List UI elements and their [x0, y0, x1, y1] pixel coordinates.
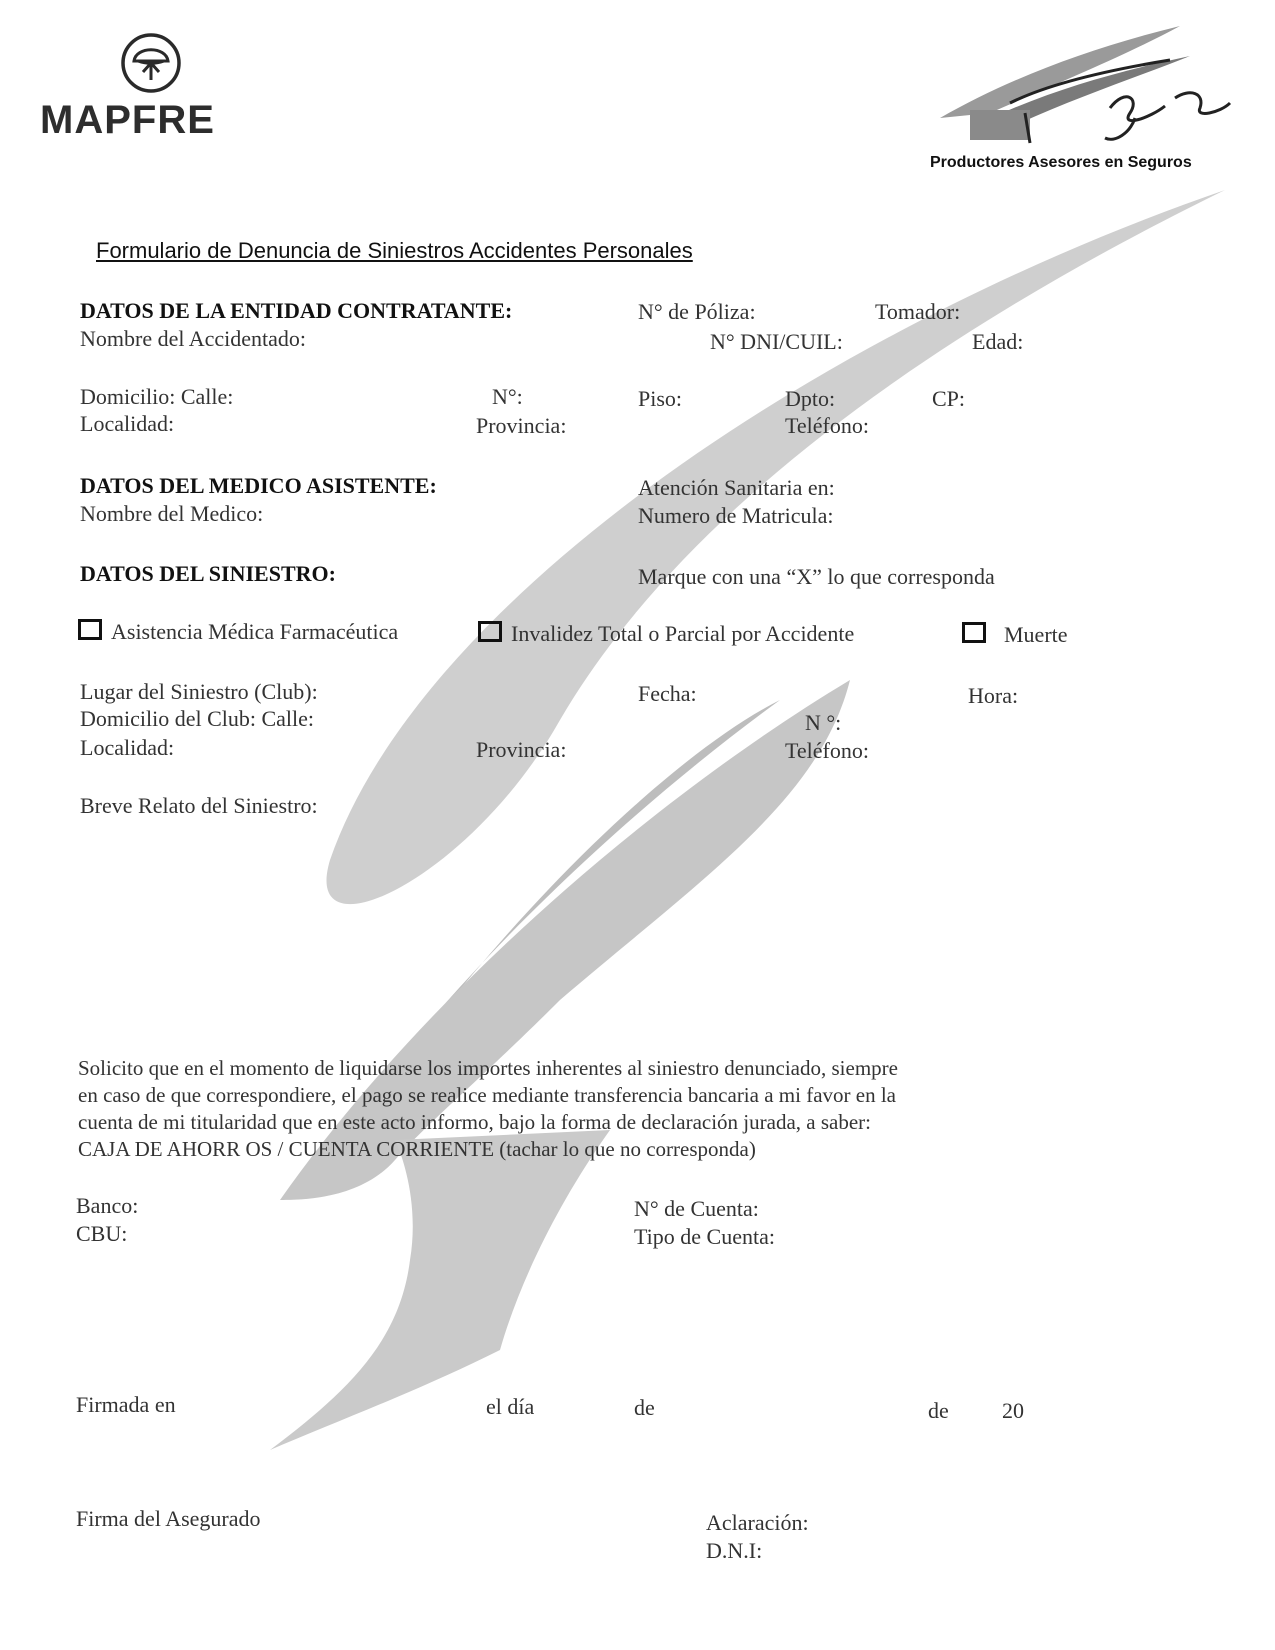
nombre-medico-label: Nombre del Medico:	[80, 501, 264, 526]
cp-label: CP:	[932, 386, 966, 411]
domicilio-calle-label: Domicilio: Calle:	[80, 384, 234, 409]
de-label-1: de	[634, 1395, 655, 1420]
relato-label: Breve Relato del Siniestro:	[80, 793, 318, 818]
provincia-label: Provincia:	[476, 413, 567, 438]
checkbox-invalidez[interactable]	[478, 621, 502, 642]
solicitud-paragraph	[78, 1055, 898, 1163]
firma-asegurado-label: Firma del Asegurado	[76, 1506, 261, 1531]
edad-label: Edad:	[972, 329, 1024, 354]
frega-logo	[930, 18, 1250, 171]
poliza-label: N° de Póliza:	[638, 299, 756, 324]
club-localidad-label: Localidad:	[80, 735, 175, 760]
siniestro-instruccion: Marque con una “X” lo que corresponda	[638, 564, 995, 589]
solicitud-line: en caso de que correspondiere, el pago se realice mediante transferencia bancaria a mi favor en la	[78, 1083, 896, 1107]
piso-label: Piso:	[638, 386, 683, 411]
option-invalidez-label: Invalidez Total o Parcial por Accidente	[511, 621, 855, 646]
medico-heading: DATOS DEL MEDICO ASISTENTE:	[80, 473, 437, 498]
checkbox-muerte[interactable]	[962, 622, 986, 643]
club-provincia-label: Provincia:	[476, 737, 567, 762]
localidad-label: Localidad:	[80, 411, 175, 436]
tomador-label: Tomador:	[875, 299, 961, 324]
banco-label: Banco:	[76, 1193, 139, 1218]
lugar-siniestro-label: Lugar del Siniestro (Club):	[80, 679, 318, 704]
fecha-label: Fecha:	[638, 681, 697, 706]
siniestro-heading: DATOS DEL SINIESTRO:	[80, 561, 336, 586]
firmada-en-label: Firmada en	[76, 1392, 176, 1417]
anio-label: 20	[1002, 1398, 1024, 1423]
numero-label: N°:	[492, 384, 523, 409]
dpto-label: Dpto:	[785, 386, 836, 411]
aclaracion-label: Aclaración:	[706, 1510, 809, 1535]
option-muerte[interactable]	[962, 622, 1068, 648]
checkbox-asistencia[interactable]	[78, 619, 102, 640]
frega-tagline: Productores Asesores en Seguros	[930, 154, 1192, 171]
atencion-label: Atención Sanitaria en:	[638, 475, 835, 500]
nombre-accidentado-label: Nombre del Accidentado:	[80, 326, 307, 351]
de-label-2: de	[928, 1398, 949, 1423]
tipo-cuenta-label: Tipo de Cuenta:	[634, 1224, 775, 1249]
mapfre-logo	[40, 28, 260, 142]
matricula-label: Numero de Matricula:	[638, 503, 834, 528]
dni-cuil-label: N° DNI/CUIL:	[710, 329, 843, 354]
el-dia-label: el día	[486, 1394, 535, 1419]
entidad-heading: DATOS DE LA ENTIDAD CONTRATANTE:	[80, 298, 513, 323]
mapfre-emblem-icon	[116, 28, 186, 98]
mapfre-logo-text: MAPFRE	[40, 98, 215, 142]
option-asistencia[interactable]	[78, 619, 398, 645]
dni-label: D.N.I:	[706, 1538, 763, 1563]
solicitud-line: CAJA DE AHORR OS / CUENTA CORRIENTE (tachar lo que no corresponda)	[78, 1137, 756, 1161]
telefono-label: Teléfono:	[785, 413, 869, 438]
cuenta-label: N° de Cuenta:	[634, 1196, 759, 1221]
frega-logo-graphic	[930, 18, 1250, 148]
option-invalidez[interactable]	[478, 621, 854, 647]
hora-label: Hora:	[968, 683, 1019, 708]
domicilio-club-label: Domicilio del Club: Calle:	[80, 706, 315, 731]
option-asistencia-label: Asistencia Médica Farmacéutica	[111, 619, 399, 644]
cbu-label: CBU:	[76, 1221, 128, 1246]
club-telefono-label: Teléfono:	[785, 738, 869, 763]
solicitud-line: cuenta de mi titularidad que en este acto informo, bajo la forma de declaración jurada, a saber:	[78, 1110, 871, 1134]
club-numero-label: N °:	[805, 710, 842, 735]
solicitud-line: Solicito que en el momento de liquidarse los importes inherentes al siniestro denunciado, siempre	[78, 1056, 898, 1080]
option-muerte-label: Muerte	[1004, 622, 1068, 647]
form-title: Formulario de Denuncia de Siniestros Accidentes Personales	[96, 238, 693, 263]
